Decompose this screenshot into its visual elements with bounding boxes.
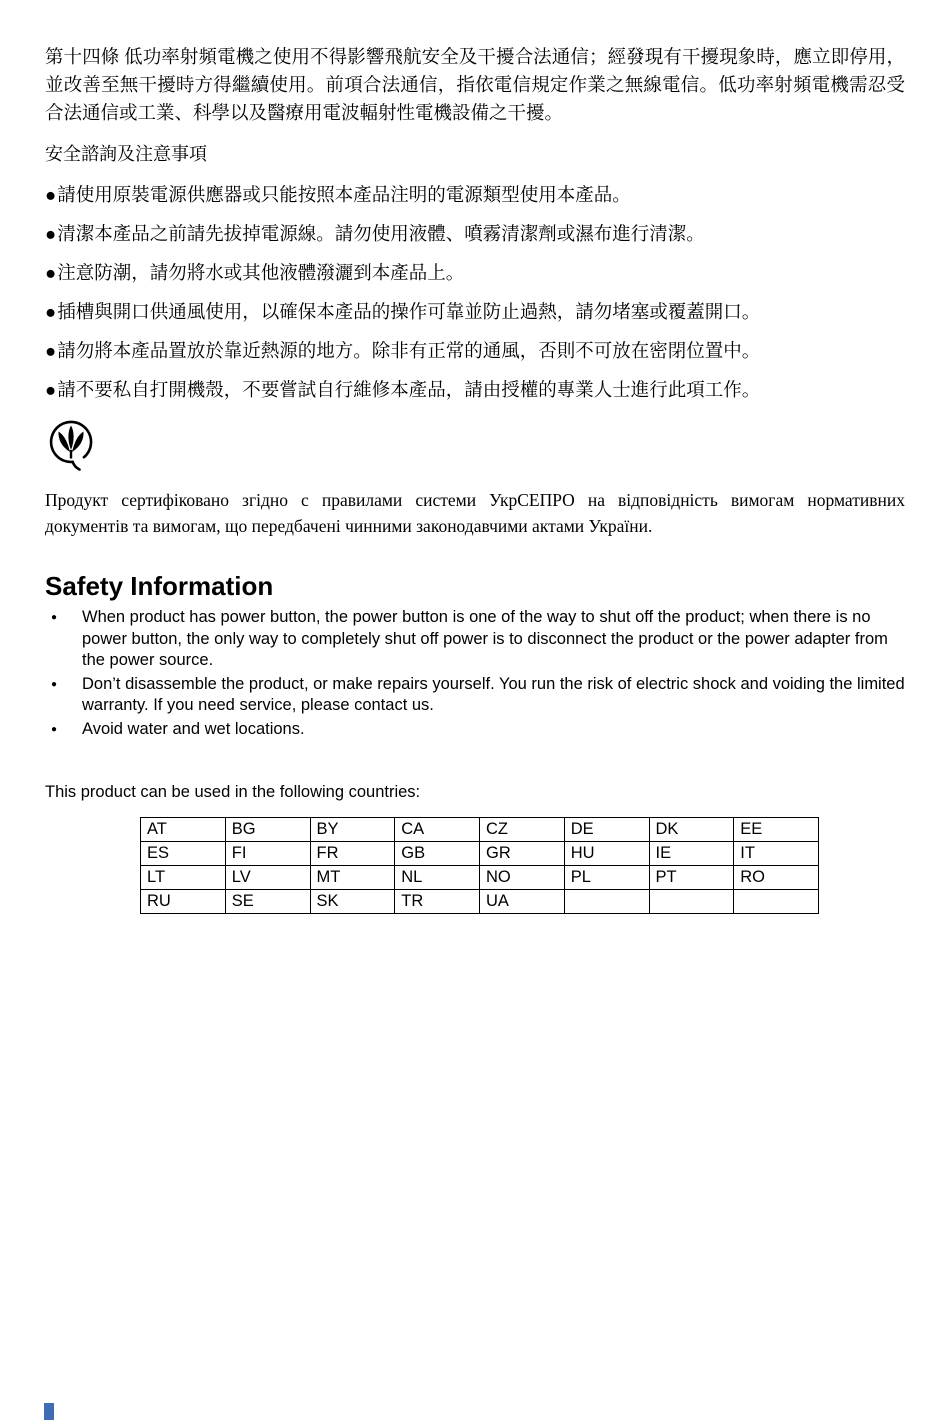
table-cell: BG xyxy=(225,818,310,842)
table-cell: TR xyxy=(395,890,480,914)
table-row xyxy=(141,842,819,866)
zh-bullet-item xyxy=(45,377,905,405)
en-bullet-item xyxy=(45,674,905,717)
bullet-icon: ● xyxy=(45,342,57,362)
table-cell: DK xyxy=(649,818,734,842)
table-cell xyxy=(564,890,649,914)
regulatory-paragraph: 第十四條 低功率射頻電機之使用不得影響飛航安全及干擾合法通信；經發現有干擾現象時，應立即停用，並改善至無干擾時方得繼續使用。前項合法通信，指依電信規定作業之無線電信。低功率射頻電機需忍受合法通信或工業、科學以及醫療用電波輻射性電機設備之干擾。 xyxy=(45,48,905,124)
table-row xyxy=(141,890,819,914)
zh-bullet-text: 清潔本產品之前請先拔掉電源線。請勿使用液體、噴霧清潔劑或濕布進行清潔。 xyxy=(57,225,705,245)
country-table xyxy=(140,817,819,914)
zh-bullet-item xyxy=(45,221,905,249)
zh-bullet-text: 注意防潮，請勿將水或其他液體潑灑到本產品上。 xyxy=(57,264,465,284)
table-cell: PT xyxy=(649,866,734,890)
zh-bullet-list xyxy=(45,182,905,405)
table-cell: NL xyxy=(395,866,480,890)
ukrsepro-certification-icon xyxy=(45,416,99,474)
certification-statement: Продукт сертифіковано згідно с правилами системи УкрСЕПРО на відповідність вимогам нормативних документів та вимогам, що передбачені чинними законодавчими актами України. xyxy=(45,490,905,536)
countries-intro: This product can be used in the following countries: xyxy=(45,783,421,801)
table-row xyxy=(141,818,819,842)
bullet-icon: ● xyxy=(51,678,58,690)
en-bullet-item xyxy=(45,607,905,672)
safety-information-heading: Safety Information xyxy=(45,571,274,601)
en-bullet-text: Avoid water and wet locations. xyxy=(82,719,305,738)
table-cell: NO xyxy=(480,866,565,890)
table-cell: GR xyxy=(480,842,565,866)
table-cell: CA xyxy=(395,818,480,842)
zh-bullet-item xyxy=(45,260,905,288)
table-cell: RU xyxy=(141,890,226,914)
bullet-icon: ● xyxy=(51,612,58,623)
footer-mark xyxy=(44,1403,54,1420)
table-cell: IE xyxy=(649,842,734,866)
zh-bullet-item xyxy=(45,338,905,366)
table-cell xyxy=(649,890,734,914)
bullet-icon: ● xyxy=(45,381,57,401)
table-cell: GB xyxy=(395,842,480,866)
table-cell: FR xyxy=(310,842,395,866)
zh-bullet-item xyxy=(45,182,905,210)
table-cell: FI xyxy=(225,842,310,866)
certification-logo-wrap xyxy=(45,416,905,479)
table-cell: AT xyxy=(141,818,226,842)
table-cell: BY xyxy=(310,818,395,842)
table-row xyxy=(141,866,819,890)
table-cell: UA xyxy=(480,890,565,914)
zh-bullet-item xyxy=(45,299,905,327)
zh-bullet-text: 請勿將本產品置放於靠近熱源的地方。除非有正常的通風，否則不可放在密閉位置中。 xyxy=(57,342,761,362)
table-cell: SK xyxy=(310,890,395,914)
bullet-icon: ● xyxy=(51,723,58,735)
bullet-icon: ● xyxy=(45,225,57,245)
en-bullet-text: Don’t disassemble the product, or make repairs yourself. You run the risk of electric shock and voiding the limited warranty. If you need service, please contact us. xyxy=(82,674,905,714)
table-cell: IT xyxy=(734,842,819,866)
table-cell: DE xyxy=(564,818,649,842)
table-cell: RO xyxy=(734,866,819,890)
bullet-icon: ● xyxy=(45,264,57,284)
zh-bullet-text: 請不要私自打開機殼，不要嘗試自行維修本產品，請由授權的專業人士進行此項工作。 xyxy=(57,381,761,401)
table-cell: HU xyxy=(564,842,649,866)
en-bullet-list xyxy=(45,607,905,740)
zh-safety-heading: 安全諮詢及注意事項 xyxy=(45,144,207,164)
table-cell: LV xyxy=(225,866,310,890)
en-bullet-text: When product has power button, the power button is one of the way to shut off the product; when there is no power button, the only way to completely shut off power is to disconnect the product or the power adapter from the power source. xyxy=(82,608,888,669)
zh-bullet-text: 請使用原裝電源供應器或只能按照本產品注明的電源類型使用本產品。 xyxy=(57,186,631,206)
bullet-icon: ● xyxy=(45,303,57,323)
table-cell: ES xyxy=(141,842,226,866)
table-cell xyxy=(734,890,819,914)
table-cell: CZ xyxy=(480,818,565,842)
table-cell: EE xyxy=(734,818,819,842)
en-bullet-item xyxy=(45,719,905,741)
table-cell: SE xyxy=(225,890,310,914)
table-cell: LT xyxy=(141,866,226,890)
bullet-icon: ● xyxy=(45,186,57,206)
zh-bullet-text: 插槽與開口供通風使用，以確保本產品的操作可靠並防止過熱，請勿堵塞或覆蓋開口。 xyxy=(57,303,761,323)
table-cell: MT xyxy=(310,866,395,890)
table-cell: PL xyxy=(564,866,649,890)
